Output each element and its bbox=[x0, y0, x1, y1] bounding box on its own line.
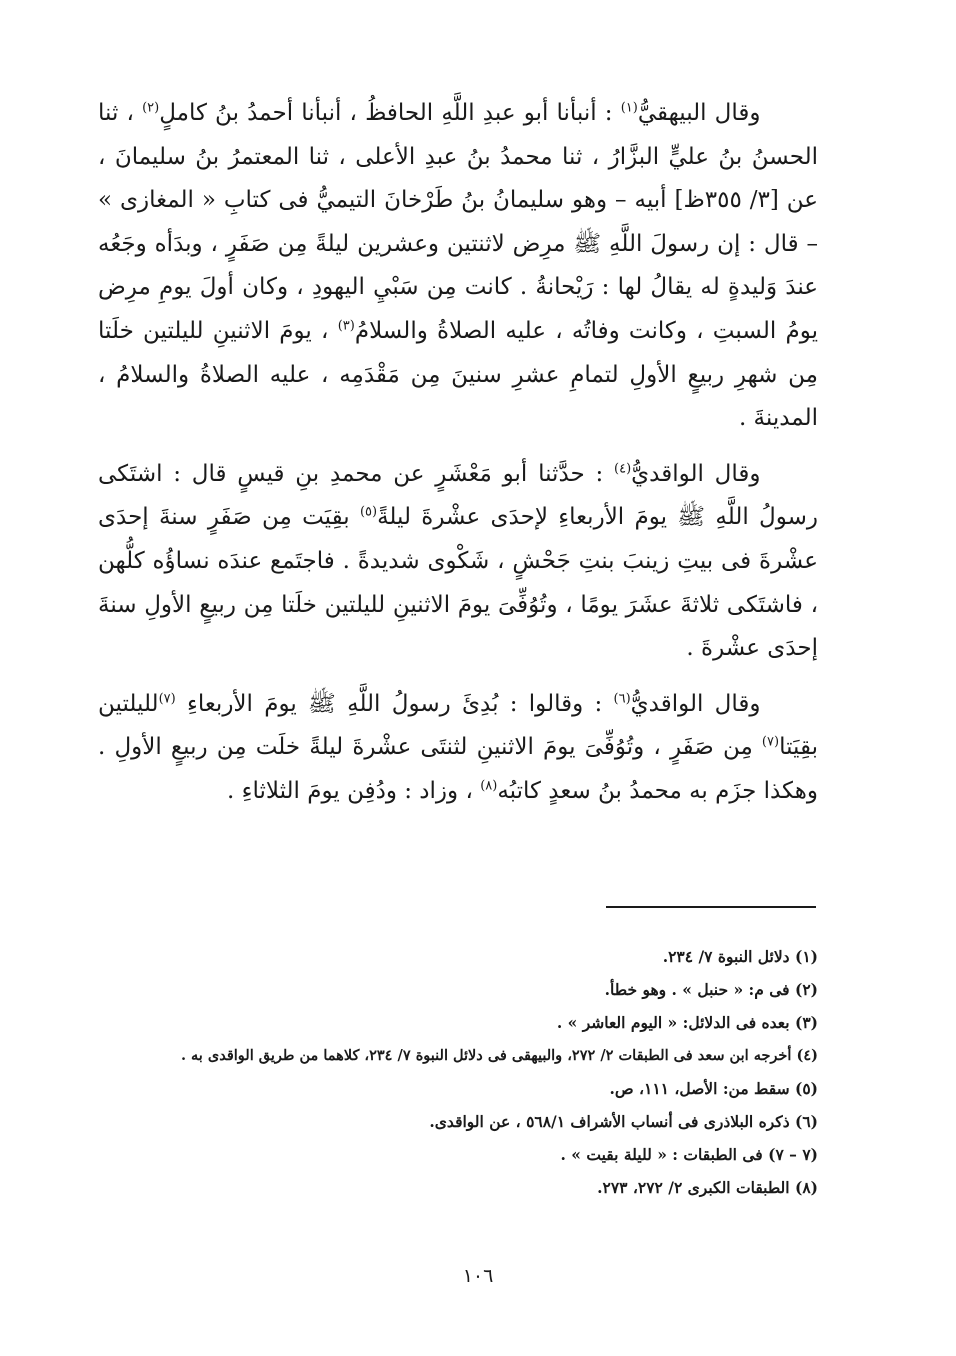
footnote-3: (٣) بعده فى الدلائل: « اليوم العاشر » . bbox=[556, 1013, 818, 1032]
footnote-5: (٥) سقط من: الأصل، ١١١، ص. bbox=[609, 1079, 818, 1098]
footnote-marker: (٨) bbox=[480, 778, 498, 794]
main-text bbox=[98, 92, 818, 814]
footnote-marker: (٤) bbox=[614, 461, 632, 477]
text-run: مِن صَفَرٍ ، وتُوُفِّىَ يومَ الاثنينِ لثنتَى عشْرةَ ليلةً خلَت مِن ربيعٍ الأولِ . وهكذا جزَم به محمدُ بنُ سعدٍ كاتبُه bbox=[98, 734, 818, 804]
page-number: ١٠٦ bbox=[462, 1265, 494, 1287]
footnote-2: (٢) فى م: « حنبل » . وهو خطأ. bbox=[604, 980, 818, 999]
footnote-marker: (٧) bbox=[761, 734, 780, 750]
text-run: : وقالوا : بُدِئَ رسولُ اللَّهِ ﷺ يومَ الأربعاءِ bbox=[175, 690, 614, 717]
text-run: بقِيَت مِن صَفَرٍ سنةَ إحدَى عشْرةَ فى بيتِ زينبَ بنتِ جَحْشٍ ، شَكْوى شديدةً . فاجتَمع عندَه نساؤُه كلُّهن ، فاشتَكى ثلاثةَ عشَرَ يومًا ، وتُوُفِّىَ يومَ الاثنينِ لليلتين خلَتا مِن ربيعٍ الأولِ سنةَ إحدَى عشْرةَ . bbox=[98, 504, 818, 662]
footnote-8: (٨) الطبقات الكبرى ٢/ ٢٧٢، ٢٧٣. bbox=[597, 1178, 818, 1197]
paragraph-bayhaqi bbox=[98, 92, 818, 441]
footnote-7: (٧ – ٧) فى الطبقات : « لليلة بقيت » . bbox=[560, 1145, 818, 1164]
footnote-marker: (٣) bbox=[337, 318, 355, 334]
footnote-marker: (٧) bbox=[158, 691, 176, 707]
text-run: وقال البيهقيُّ bbox=[637, 100, 761, 126]
text-run: وقال الواقديُّ bbox=[630, 690, 761, 717]
text-run: وقال الواقديُّ bbox=[631, 460, 761, 487]
text-run: ، يومَ الاثنينِ لليلتين خلَتا مِن شهرِ ربيعٍ الأولِ لتمامِ عشرِ سنينَ مِن مَقْدَمِه ، عليه الصلاةُ والسلامُ ، المدينةَ . bbox=[98, 317, 818, 432]
paragraph-waqidi-second bbox=[98, 683, 818, 814]
footnote-6: (٦) ذكره البلاذرى فى أنساب الأشراف ٥٦٨/١ ، عن الواقدى. bbox=[429, 1112, 818, 1131]
text-run: : أنبأنا أبو عبدِ اللَّهِ الحافظُ ، أنبأنا أحمدُ بنُ كاملٍ bbox=[159, 100, 621, 126]
text-run: ، وزاد : ودُفِن يومَ الثلاثاءِ . bbox=[227, 777, 481, 804]
footnotes bbox=[98, 940, 818, 1204]
footnote-marker: (٢) bbox=[142, 100, 160, 116]
footnote-marker: (١) bbox=[620, 100, 638, 116]
footnote-marker: (٥) bbox=[359, 504, 378, 520]
footnote-4: (٤) أخرجه ابن سعد فى الطبقات ٢/ ٢٧٢، والبيهقى فى دلائل النبوة ٧/ ٢٣٤، كلاهما من طريق الواقدى به . bbox=[180, 1047, 818, 1064]
footnote-marker: (٦) bbox=[613, 691, 631, 707]
text-run: لليلتين بقِيَتا bbox=[98, 690, 818, 761]
text-run: : حدَّثنا أبو مَعْشَرٍ عن محمدِ بنِ قيسٍ قال : اشتَكى رسولُ اللَّهِ ﷺ يومَ الأربعاءِ لإحدَى عشْرةَ ليلةً bbox=[98, 460, 818, 531]
footnote-1: (١) دلائل النبوة ٧/ ٢٣٤. bbox=[662, 947, 818, 966]
paragraph-waqidi-first bbox=[98, 453, 818, 671]
text-run: ، ثنا الحسنُ بنُ عليٍّ البزَّارُ ، ثنا محمدُ بنُ عبدِ الأعلى ، ثنا المعتمرُ بنُ سليمانَ ، عن [٣/ ٣٥٥ظ] أبيه – وهو سليمانُ بنُ طَرْخانَ التيميُّ فى كتابِ « المغازى » – قال : إن رسولَ اللَّهِ ﷺ مرِض لاثنتين وعشرين ليلةً مِن صَفَرٍ ، وبدَأه وجَعُه عندَ وَليدةٍ له يقالُ لها : رَيْحانةُ . كانت مِن سَبْيِ اليهودِ ، وكان أولَ يومِ مرِض يومُ السبتِ ، وكانت وفاتُه ، عليه الصلاةُ والسلامُ bbox=[98, 100, 818, 344]
footnote-divider bbox=[606, 906, 816, 908]
